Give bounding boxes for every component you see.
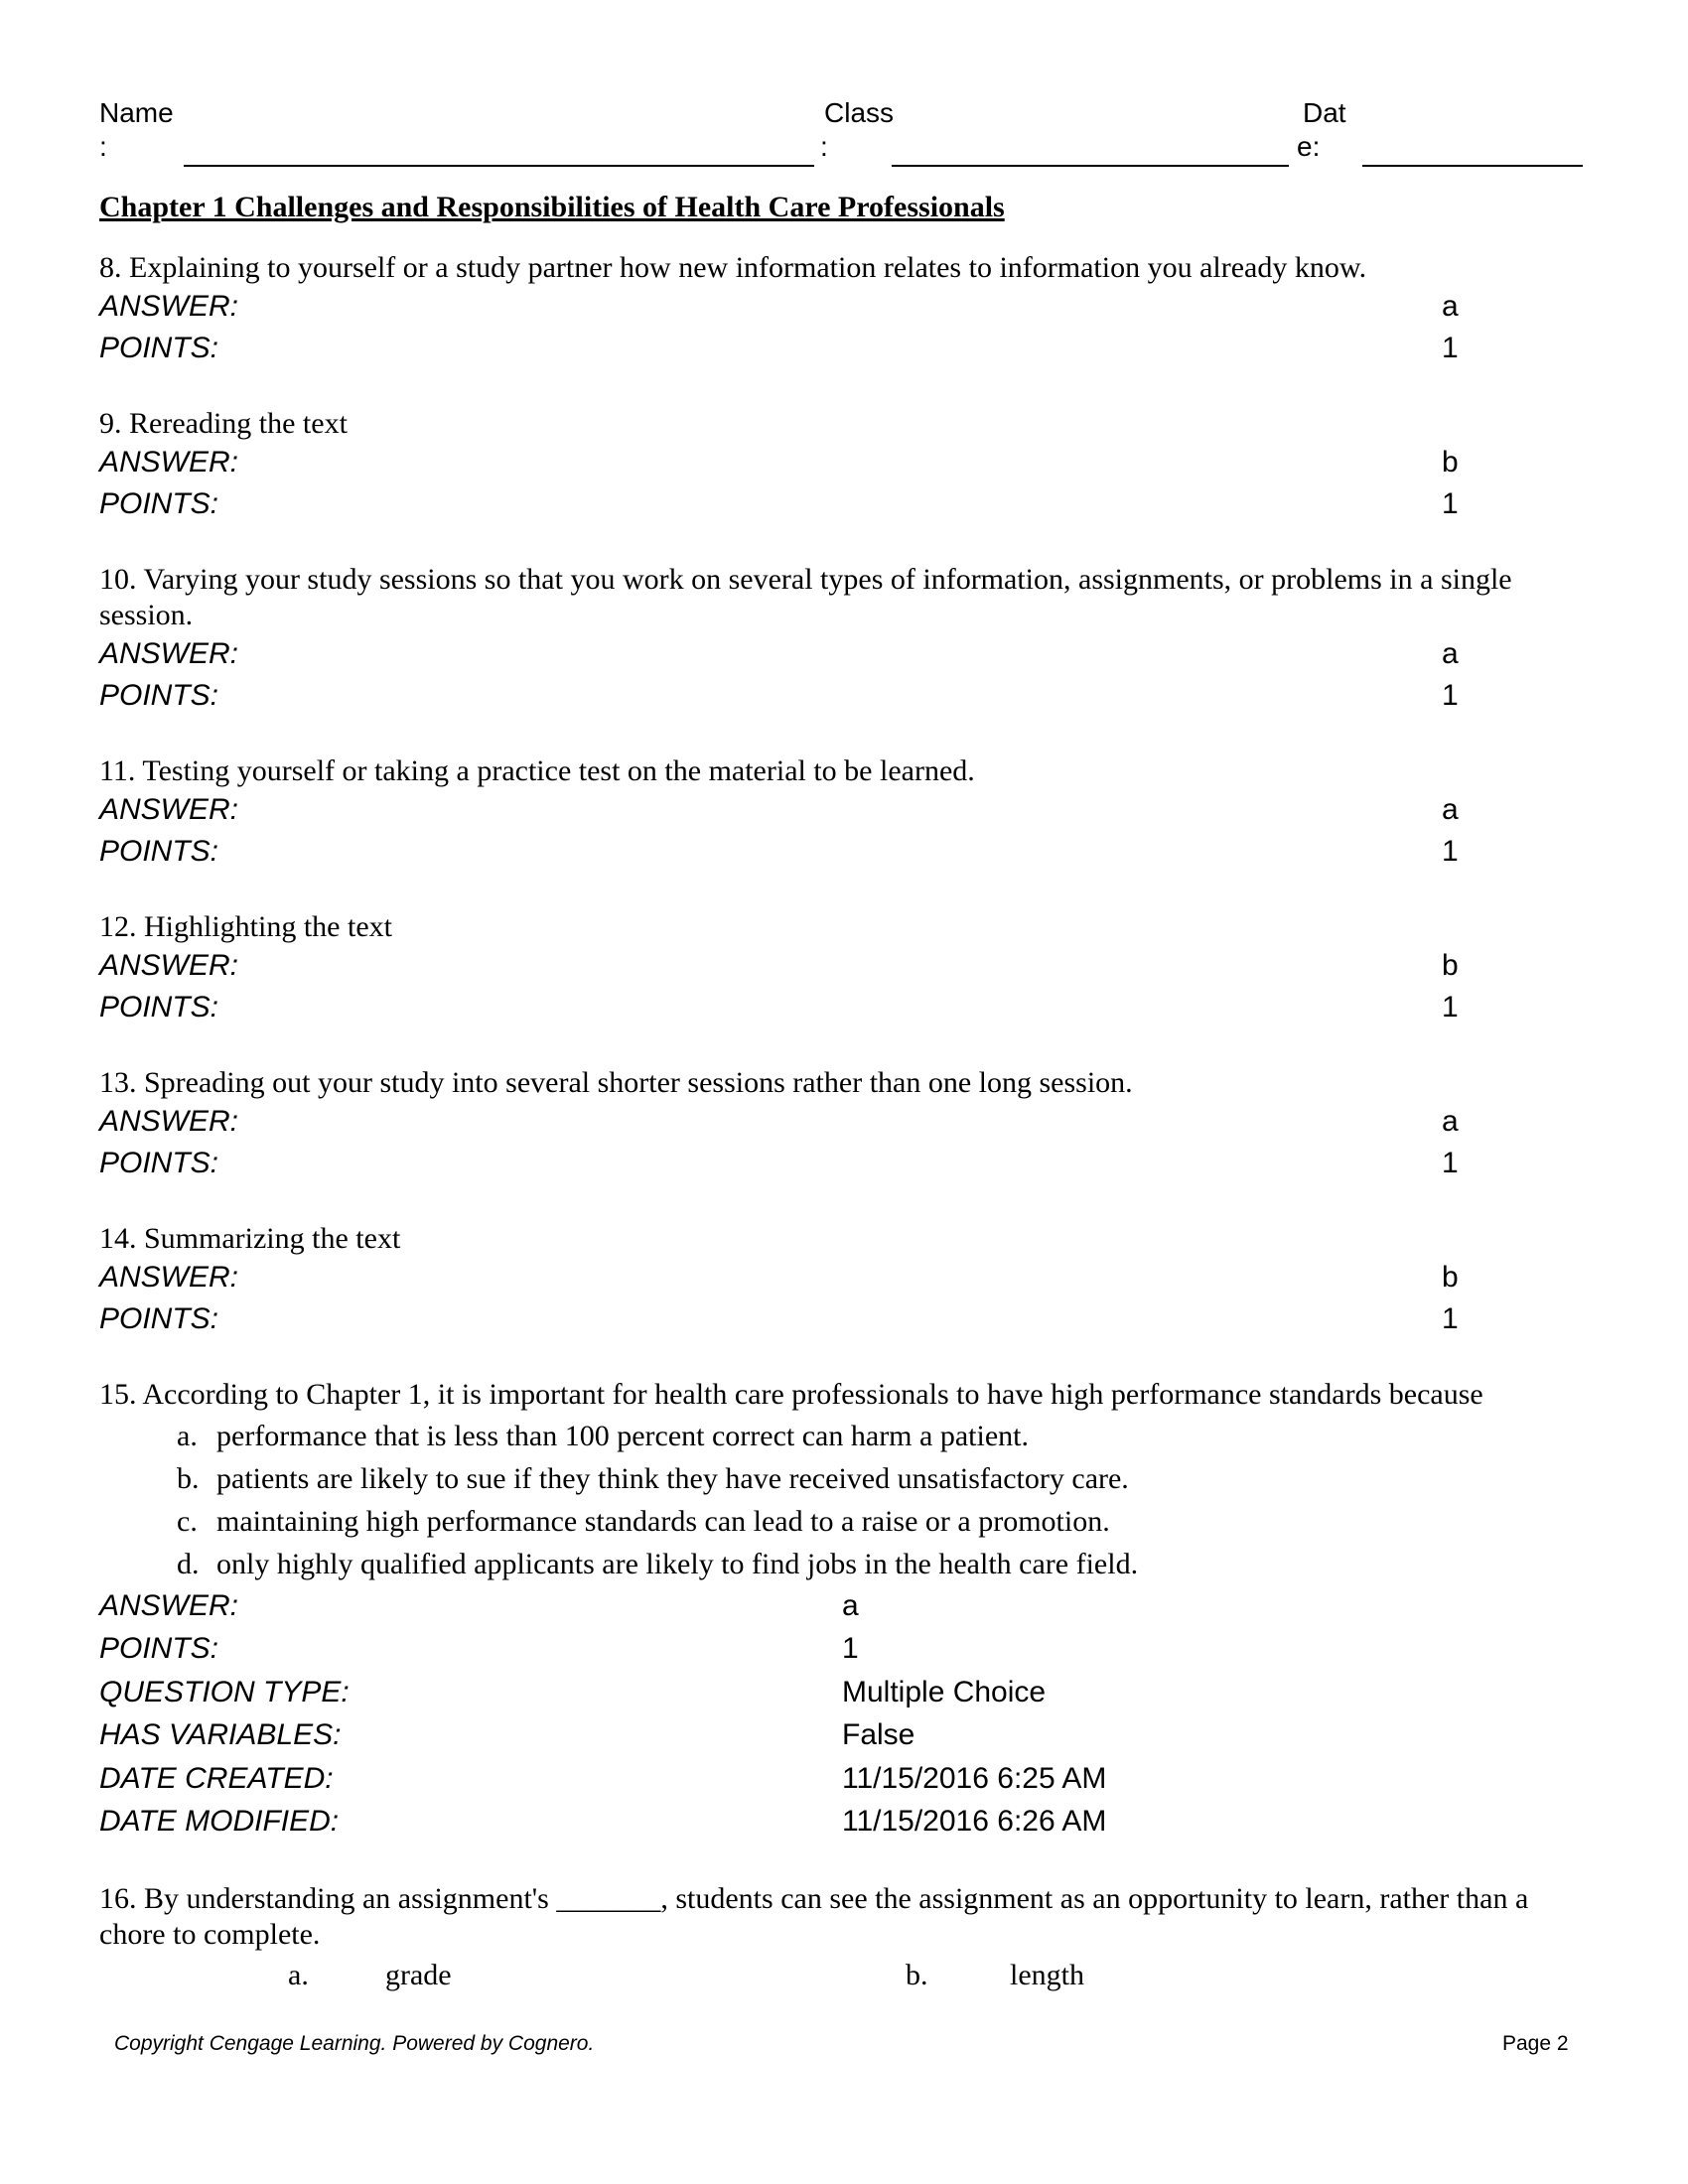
points-label: POINTS: bbox=[99, 991, 219, 1024]
option-letter: b. bbox=[177, 1462, 200, 1495]
answer-label: ANSWER: bbox=[99, 290, 239, 323]
points-value: 1 bbox=[1442, 332, 1459, 364]
question-text: 11. Testing yourself or taking a practice test on the material to be learned. bbox=[99, 754, 975, 787]
question-text: 8. Explaining to yourself or a study partner how new information relates to information you already know. bbox=[99, 251, 1367, 284]
points-value: 1 bbox=[842, 1632, 859, 1665]
question-text: 10. Varying your study sessions so that you work on several types of information, assignments, or problems in a single session. bbox=[99, 563, 1512, 631]
points-value: 1 bbox=[1442, 1147, 1459, 1179]
option-text: maintaining high performance standards can lead to a raise or a promotion. bbox=[216, 1505, 1110, 1538]
option-text: only highly qualified applicants are likely to find jobs in the health care field. bbox=[216, 1548, 1139, 1580]
chapter-title: Chapter 1 Challenges and Responsibilities of Health Care Professionals bbox=[99, 191, 1005, 223]
date-created-value: 11/15/2016 6:25 AM bbox=[842, 1762, 1107, 1795]
answer-label: ANSWER: bbox=[99, 793, 239, 826]
points-value: 1 bbox=[1442, 1302, 1459, 1335]
answer-label: ANSWER: bbox=[99, 1105, 239, 1138]
date-field[interactable] bbox=[1362, 165, 1583, 167]
answer-value: a bbox=[1442, 637, 1459, 670]
footer-page-number: Page 2 bbox=[1502, 2032, 1569, 2055]
name-label: Name bbox=[99, 97, 174, 128]
question-text: 14. Summarizing the text bbox=[99, 1222, 401, 1255]
answer-value: a bbox=[1442, 793, 1459, 826]
points-label: POINTS: bbox=[99, 1632, 219, 1665]
date-label: Dat bbox=[1303, 97, 1346, 128]
has-variables-label: HAS VARIABLES: bbox=[99, 1718, 342, 1751]
points-label: POINTS: bbox=[99, 1302, 219, 1335]
date-created-label: DATE CREATED: bbox=[99, 1762, 334, 1795]
answer-label: ANSWER: bbox=[99, 949, 239, 982]
points-value: 1 bbox=[1442, 679, 1459, 712]
question-text: 16. By understanding an assignment's _______, students can see the assignment as an opportunity to learn, rather than a chore to complete. bbox=[99, 1882, 1529, 1951]
date-modified-value: 11/15/2016 6:26 AM bbox=[842, 1805, 1107, 1838]
points-label: POINTS: bbox=[99, 1147, 219, 1179]
points-value: 1 bbox=[1442, 991, 1459, 1024]
answer-value: b bbox=[1442, 446, 1459, 478]
name-label-colon: : bbox=[99, 131, 107, 162]
footer-copyright: Copyright Cengage Learning. Powered by Cognero. bbox=[114, 2032, 595, 2055]
points-value: 1 bbox=[1442, 487, 1459, 520]
answer-label: ANSWER: bbox=[99, 446, 239, 478]
name-field[interactable] bbox=[184, 165, 814, 167]
option-text: length bbox=[1010, 1959, 1084, 1991]
points-label: POINTS: bbox=[99, 835, 219, 868]
has-variables-value: False bbox=[842, 1718, 915, 1751]
answer-label: ANSWER: bbox=[99, 1589, 239, 1622]
question-type-value: Multiple Choice bbox=[842, 1676, 1047, 1708]
answer-value: b bbox=[1442, 949, 1459, 982]
date-modified-label: DATE MODIFIED: bbox=[99, 1805, 340, 1838]
question-text: 12. Highlighting the text bbox=[99, 910, 392, 943]
class-field[interactable] bbox=[892, 165, 1289, 167]
option-text: patients are likely to sue if they think they have received unsatisfactory care. bbox=[216, 1462, 1129, 1495]
answer-label: ANSWER: bbox=[99, 1261, 239, 1294]
answer-value: b bbox=[1442, 1261, 1459, 1294]
points-label: POINTS: bbox=[99, 332, 219, 364]
class-label: Class bbox=[824, 97, 895, 128]
option-text: performance that is less than 100 percent correct can harm a patient. bbox=[216, 1420, 1029, 1452]
question-text: 9. Rereading the text bbox=[99, 407, 348, 440]
class-label-colon: : bbox=[820, 131, 828, 162]
points-label: POINTS: bbox=[99, 679, 219, 712]
answer-value: a bbox=[1442, 1105, 1459, 1138]
option-letter: a. bbox=[177, 1420, 198, 1452]
option-letter: a. bbox=[288, 1959, 309, 1991]
answer-value: a bbox=[1442, 290, 1459, 323]
points-value: 1 bbox=[1442, 835, 1459, 868]
answer-value: a bbox=[842, 1589, 859, 1622]
question-text: 15. According to Chapter 1, it is important for health care professionals to have high performance standards because bbox=[99, 1378, 1483, 1411]
date-label-colon: e: bbox=[1297, 131, 1321, 162]
points-label: POINTS: bbox=[99, 487, 219, 520]
option-letter: c. bbox=[177, 1505, 198, 1538]
option-letter: b. bbox=[906, 1959, 928, 1991]
option-text: grade bbox=[385, 1959, 452, 1991]
question-text: 13. Spreading out your study into several shorter sessions rather than one long session. bbox=[99, 1066, 1133, 1099]
answer-label: ANSWER: bbox=[99, 637, 239, 670]
question-type-label: QUESTION TYPE: bbox=[99, 1676, 350, 1708]
option-letter: d. bbox=[177, 1548, 200, 1580]
